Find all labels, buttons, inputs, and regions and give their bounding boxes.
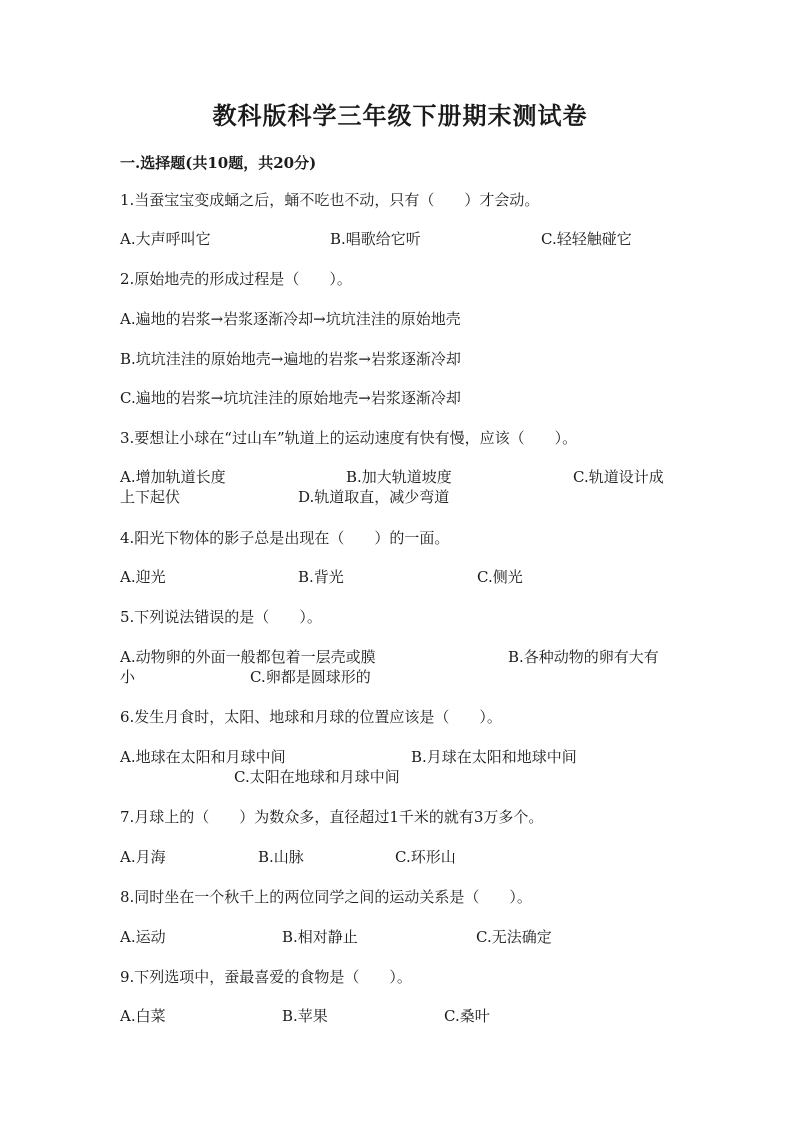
page-title: 教科版科学三年级下册期末测试卷 — [212, 101, 588, 130]
question-6-option-b: B.月球在太阳和地球中间 — [411, 748, 577, 766]
section-heading: 一.选择题(共10题，共20分) — [120, 154, 317, 172]
question-2: 2.原始地壳的形成过程是（ ）。 — [120, 270, 352, 288]
question-2-option-a: A.遍地的岩浆→岩浆逐渐冷却→坑坑洼洼的原始地壳 — [120, 310, 461, 328]
question-1: 1.当蚕宝宝变成蛹之后，蛹不吃也不动，只有（ ）才会动。 — [120, 191, 540, 209]
question-9-option-b: B.苹果 — [282, 1007, 328, 1025]
question-6: 6.发生月食时，太阳、地球和月球的位置应该是（ ）。 — [120, 708, 502, 726]
question-8: 8.同时坐在一个秋千上的两位同学之间的运动关系是（ ）。 — [120, 888, 532, 906]
question-4-option-c: C.侧光 — [477, 568, 523, 586]
question-9: 9.下列选项中，蚕最喜爱的食物是（ ）。 — [120, 968, 412, 986]
question-8-option-a: A.运动 — [120, 928, 166, 946]
question-5: 5.下列说法错误的是（ ）。 — [120, 608, 322, 626]
question-1-option-a: A.大声呼叫它 — [120, 230, 211, 248]
question-2-option-b: B.坑坑洼洼的原始地壳→遍地的岩浆→岩浆逐渐冷却 — [120, 350, 461, 368]
question-7: 7.月球上的（ ）为数众多，直径超过1千米的就有3万多个。 — [120, 808, 544, 826]
question-7-option-c: C.环形山 — [395, 848, 456, 866]
question-9-option-a: A.白菜 — [120, 1007, 166, 1025]
question-5-option-c: C.卵都是圆球形的 — [250, 668, 371, 686]
question-5-option-b: B.各种动物的卵有大有 — [508, 648, 659, 666]
question-6-option-c: C.太阳在地球和月球中间 — [234, 768, 400, 786]
question-3: 3.要想让小球在“过山车”轨道上的运动速度有快有慢，应该（ ）。 — [120, 429, 578, 447]
question-7-option-b: B.山脉 — [258, 848, 304, 866]
question-5-option-b-continued: 小 — [120, 668, 136, 686]
question-5-option-a: A.动物卵的外面一般都包着一层壳或膜 — [120, 648, 376, 666]
question-1-option-c: C.轻轻触碰它 — [541, 230, 632, 248]
question-9-option-c: C.桑叶 — [444, 1007, 490, 1025]
question-3-option-a: A.增加轨道长度 — [120, 468, 226, 486]
question-3-option-c-continued: 上下起伏 — [120, 488, 181, 506]
question-3-option-b: B.加大轨道坡度 — [346, 468, 452, 486]
question-8-option-c: C.无法确定 — [476, 928, 552, 946]
question-1-option-b: B.唱歌给它听 — [330, 230, 421, 248]
question-3-option-d: D.轨道取直，减少弯道 — [298, 488, 450, 506]
question-4-option-a: A.迎光 — [120, 568, 166, 586]
question-4: 4.阳光下物体的影子总是出现在（ ）的一面。 — [120, 529, 450, 547]
question-2-option-c: C.遍地的岩浆→坑坑洼洼的原始地壳→岩浆逐渐冷却 — [120, 389, 461, 407]
question-6-option-a: A.地球在太阳和月球中间 — [120, 748, 286, 766]
question-7-option-a: A.月海 — [120, 848, 166, 866]
question-3-option-c: C.轨道设计成 — [573, 468, 664, 486]
question-4-option-b: B.背光 — [298, 568, 344, 586]
question-8-option-b: B.相对静止 — [282, 928, 358, 946]
